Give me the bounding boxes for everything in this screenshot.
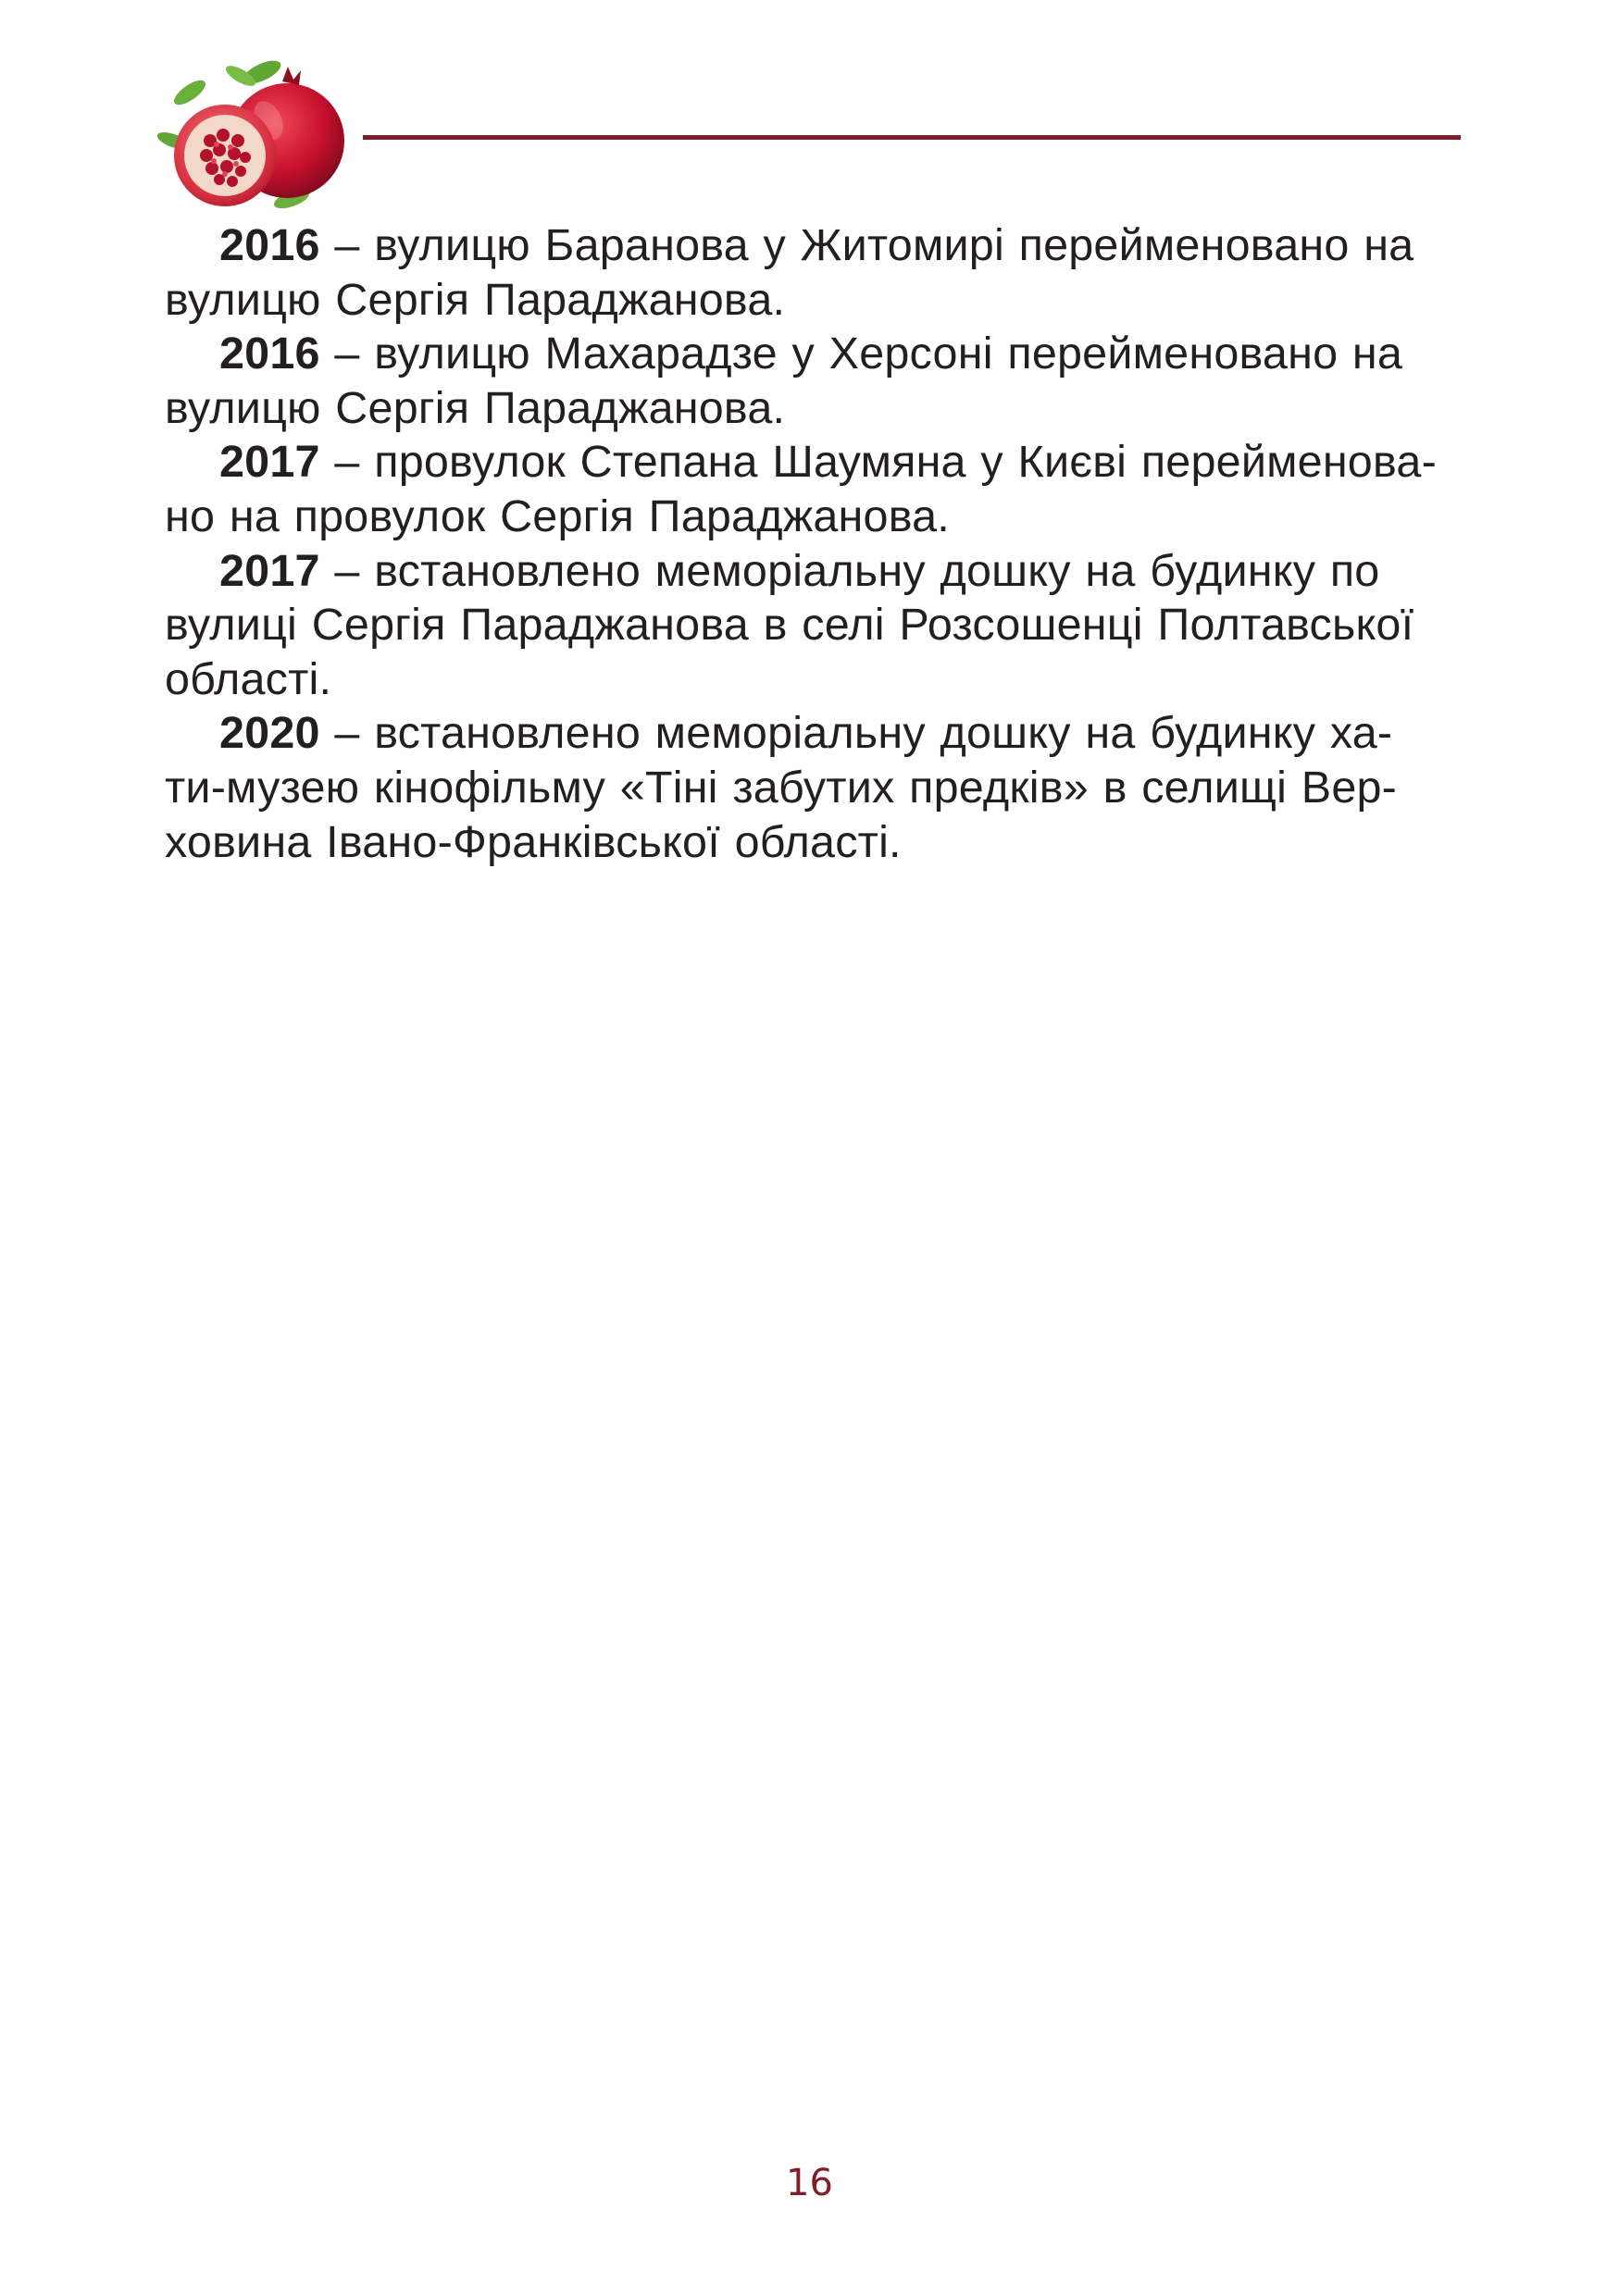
page-number: 16 [786, 2162, 833, 2204]
entry-year: 2016 [219, 220, 320, 270]
header-rule [363, 135, 1461, 140]
entry-text-line: вулицю Сергія Параджанова. [165, 382, 786, 433]
chronology-entry [165, 544, 1461, 707]
entry-text-line: – встановлено меморіальну дошку на будинку ха- [334, 708, 1393, 759]
entry-text-line: вулиці Сергія Параджанова в селі Розсошенці Полтавської [165, 600, 1414, 651]
page-header [0, 0, 1619, 222]
entry-text-line: області. [165, 653, 332, 704]
pomegranate-icon [153, 56, 366, 217]
entry-text-line: – провулок Степана Шаумяна у Києві перейменова- [334, 437, 1437, 488]
entry-text-line: но на провулок Сергія Параджанова. [165, 490, 950, 541]
entry-year: 2016 [219, 329, 320, 379]
chronology-entry [165, 218, 1461, 327]
entry-text-line: – вулицю Махарадзе у Херсоні перейменовано на [334, 329, 1403, 379]
chronology-entry [165, 706, 1461, 869]
entry-year: 2017 [219, 545, 320, 596]
entry-year: 2020 [219, 708, 320, 759]
entry-text-line: ховина Івано-Франківської області. [165, 816, 902, 867]
entry-text-line: – вулицю Баранова у Житомирі перейменовано на [334, 220, 1414, 270]
entry-text-line: вулицю Сергія Параджанова. [165, 274, 786, 325]
chronology-list [165, 218, 1461, 869]
chronology-entry [165, 435, 1461, 543]
entry-text-line: – встановлено меморіальну дошку на будинку по [334, 545, 1380, 596]
entry-text-line: ти-музею кінофільму «Тіні забутих предків» в селищі Вер- [165, 762, 1398, 813]
chronology-entry [165, 327, 1461, 435]
entry-year: 2017 [219, 437, 320, 488]
